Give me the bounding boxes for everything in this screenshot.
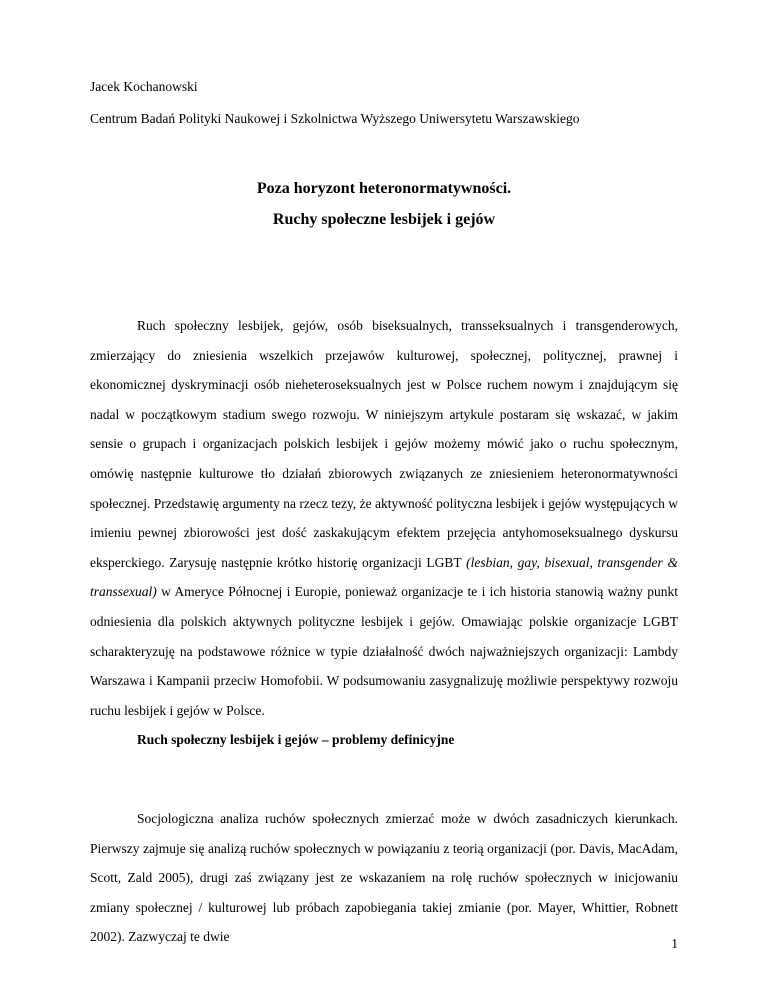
abstract-text-part-1: Ruch społeczny lesbijek, gejów, osób biseksualnych, transseksualnych i transgenderowych, zmierzający do zniesienia wszelkich przejawów kulturowej, społecznej, politycznej, prawnej i ekonomicznej dyskryminacji osób nieheteroseksualnych jest w Polsce ruchem nowym i znajdującym się nadal w początkowym stadium swego rozwoju. W niniejszym artykule postaram się wskazać, w jakim sensie o grupach i organizacjach polskich lesbijek i gejów możemy mówić jako o ruchu społecznym, omówię następnie kulturowe tło działań zbiorowych związanych ze zniesieniem heteronormatywności społecznej. Przedstawię argumenty na rzecz tezy, że aktywność polityczna lesbijek i gejów występujących w imieniu pewnej zbiorowości jest dość zaskakującym efektem przejęcia antyhomoseksualnego dyskursu eksperckiego. Zarysuję następnie krótko historię organizacji LGBT — [90, 318, 678, 570]
section-heading: Ruch społeczny lesbijek i gejów – problemy definicyjne — [137, 732, 455, 747]
section-paragraph: Socjologiczna analiza ruchów społecznych zmierzać może w dwóch zasadniczych kierunkach. Pierwszy zajmuje się analizą ruchów społecznych w powiązaniu z teorią organizacji (por. Davis, MacAdam, Scott, Zald 2005), drugi zaś związany jest ze wskazaniem na rolę ruchów społecznych w inicjowaniu zmiany społecznej / kulturowej lub próbach zapobiegania takiej zmianie (por. Mayer, Whittier, Robnett 2002). Zazwyczaj te dwie — [90, 811, 678, 945]
abstract-paragraph — [90, 311, 678, 725]
abstract-italic-term: (lesbian, gay, bisexual, transgender & transsexual) — [90, 554, 678, 600]
author-affiliation: Centrum Badań Polityki Naukowej i Szkolnictwa Wyższego Uniwersytetu Warszawskiego — [90, 111, 580, 126]
article-title-line-2: Ruchy społeczne lesbijek i gejów — [272, 211, 496, 228]
article-title-line-1: Poza horyzont heteronormatywności. — [256, 180, 512, 197]
abstract-text-part-2: w Ameryce Północnej i Europie, ponieważ organizacje te i ich historia stanowią ważny punkt odniesienia dla polskich aktywnych polityczne lesbijek i gejów. Omawiając polskie organizacje LGBT scharakteryzuję na podstawowe różnice w typie działalność dwóch najważniejszych organizacji: Lambdy Warszawa i Kampanii przeciw Homofobii. W podsumowaniu zasygnalizuję możliwie perspektywy rozwoju ruchu lesbijek i gejów w Polsce. — [90, 584, 678, 718]
author-name: Jacek Kochanowski — [90, 79, 198, 94]
page-number: 1 — [671, 936, 678, 951]
